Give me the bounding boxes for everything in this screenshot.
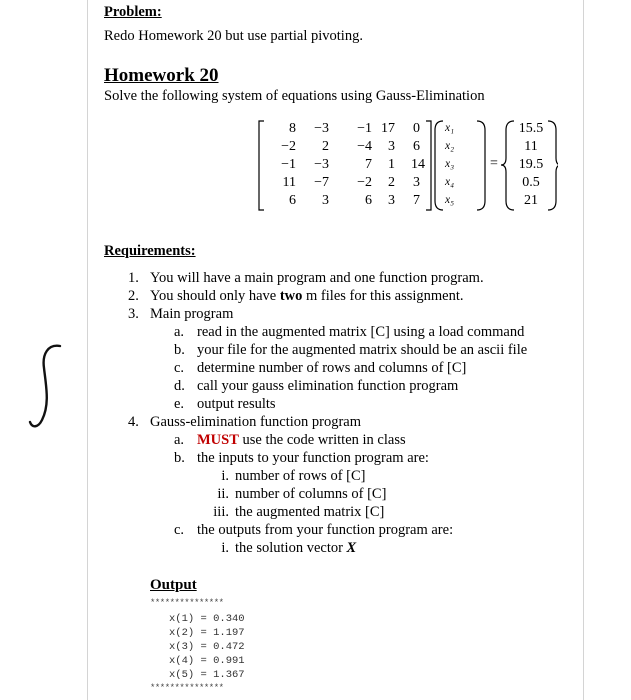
equals-sign: = [490,156,498,171]
must-emphasis: MUST [197,432,239,448]
rhs-value: 21 [524,193,538,208]
item-number: a. [174,324,185,340]
item-text: Main program [150,306,234,322]
problem-text: Redo Homework 20 but use partial pivoting. [104,28,363,44]
matrix-cell: 1 [388,157,395,172]
matrix-cell: 7 [413,193,420,208]
item-number: ii. [217,486,229,502]
item-text: number of columns of [C] [235,486,387,502]
matrix-cell: −4 [357,139,372,154]
problem-heading: Problem: [104,4,162,20]
item-number: d. [174,378,185,394]
output-stars-top: *************** [150,598,224,608]
requirement-subsubitem [221,540,356,557]
item-text: your file for the augmented matrix should be an ascii file [197,342,528,358]
matrix-cell: −1 [357,121,372,136]
item-number: 4. [128,414,139,430]
requirement-subitem [174,522,453,539]
page-right-border [583,0,584,700]
item-number: iii. [213,504,229,520]
output-line: x(4) = 0.991 [169,655,245,667]
homework-heading: Homework 20 [104,65,219,86]
variable-x4: x₄ [445,176,455,188]
matrix-cell: 6 [413,139,420,154]
matrix-cell: −2 [357,175,372,190]
matrix-cell: 6 [365,193,372,208]
requirement-subitem [174,432,406,449]
requirement-subsubitem [213,504,385,521]
item-number: c. [174,360,185,376]
matrix-cell: 3 [322,193,329,208]
matrix-cell: 3 [388,139,395,154]
requirement-item [128,414,361,431]
output-stars-bottom: *************** [150,683,224,693]
item-text: determine number of rows and columns of [C] [197,360,467,376]
matrix-cell: −7 [314,175,329,190]
matrix-cell: −3 [314,157,329,172]
output-line: x(2) = 1.197 [169,627,245,639]
item-number: 1. [128,270,139,286]
item-text: the solution vector [235,540,347,556]
item-text: number of rows of [C] [235,468,366,484]
requirement-subitem [174,450,429,467]
item-text: output results [197,396,276,412]
item-number: 3. [128,306,139,322]
matrix-cell: 3 [388,193,395,208]
item-number: b. [174,450,185,466]
matrix-cell: 2 [322,139,329,154]
item-text: the outputs from your function program are: [197,522,454,538]
requirement-subsubitem [217,486,387,503]
requirement-subitem [174,378,458,395]
matrix-cell: 0 [413,121,420,136]
matrix-cell: 8 [289,121,296,136]
item-number: i. [221,540,229,556]
variable-x3: x₃ [445,158,455,170]
matrix-cell: 2 [388,175,395,190]
matrix-cell: 6 [289,193,296,208]
output-line: x(3) = 0.472 [169,641,245,653]
item-text-bold: two [279,288,303,304]
item-number: b. [174,342,185,358]
rhs-value: 15.5 [518,121,544,136]
item-text: read in the augmented matrix [C] using a load command [197,324,525,340]
homework-text: Solve the following system of equations using Gauss-Elimination [104,88,485,104]
item-text: m files for this assignment. [302,288,464,304]
handwritten-mark [28,342,68,432]
item-number: e. [174,396,185,412]
item-number: i. [221,468,229,484]
matrix-cell: 17 [381,121,395,136]
requirements-heading: Requirements: [104,243,196,259]
rhs-value: 11 [524,139,538,154]
matrix-cell: −1 [281,157,296,172]
variable-x1: x₁ [445,122,455,134]
requirement-item [128,306,233,323]
rhs-value: 0.5 [522,175,540,190]
requirement-subitem [174,396,276,413]
item-text: You should only have [150,288,280,304]
requirement-subitem [174,342,527,359]
matrix-cell: −3 [314,121,329,136]
output-heading: Output [150,577,197,593]
item-number: a. [174,432,185,448]
equation-system [258,118,558,213]
matrix-cell: 3 [413,175,420,190]
item-text-italic: X [346,540,357,556]
requirement-item [128,270,484,287]
requirement-subitem [174,324,524,341]
item-text: the augmented matrix [C] [235,504,385,520]
page-left-border [87,0,88,700]
requirement-subitem [174,360,466,377]
item-text: Gauss-elimination function program [150,414,362,430]
matrix-cell: 11 [282,175,296,190]
item-text: call your gauss elimination function program [197,378,459,394]
item-number: 2. [128,288,139,304]
requirement-subsubitem [221,468,365,485]
item-text: You will have a main program and one function program. [150,270,484,286]
rhs-value: 19.5 [518,157,544,172]
output-line: x(1) = 0.340 [169,613,245,625]
requirement-item [128,288,464,305]
item-text: the inputs to your function program are: [197,450,429,466]
matrix-cell: 14 [411,157,425,172]
variable-x5: x₅ [445,194,455,206]
item-number: c. [174,522,185,538]
matrix-cell: −2 [281,139,296,154]
matrix-cell: 7 [365,157,372,172]
item-text: use the code written in class [238,432,406,448]
variable-x2: x₂ [445,140,455,152]
output-line: x(5) = 1.367 [169,669,245,681]
